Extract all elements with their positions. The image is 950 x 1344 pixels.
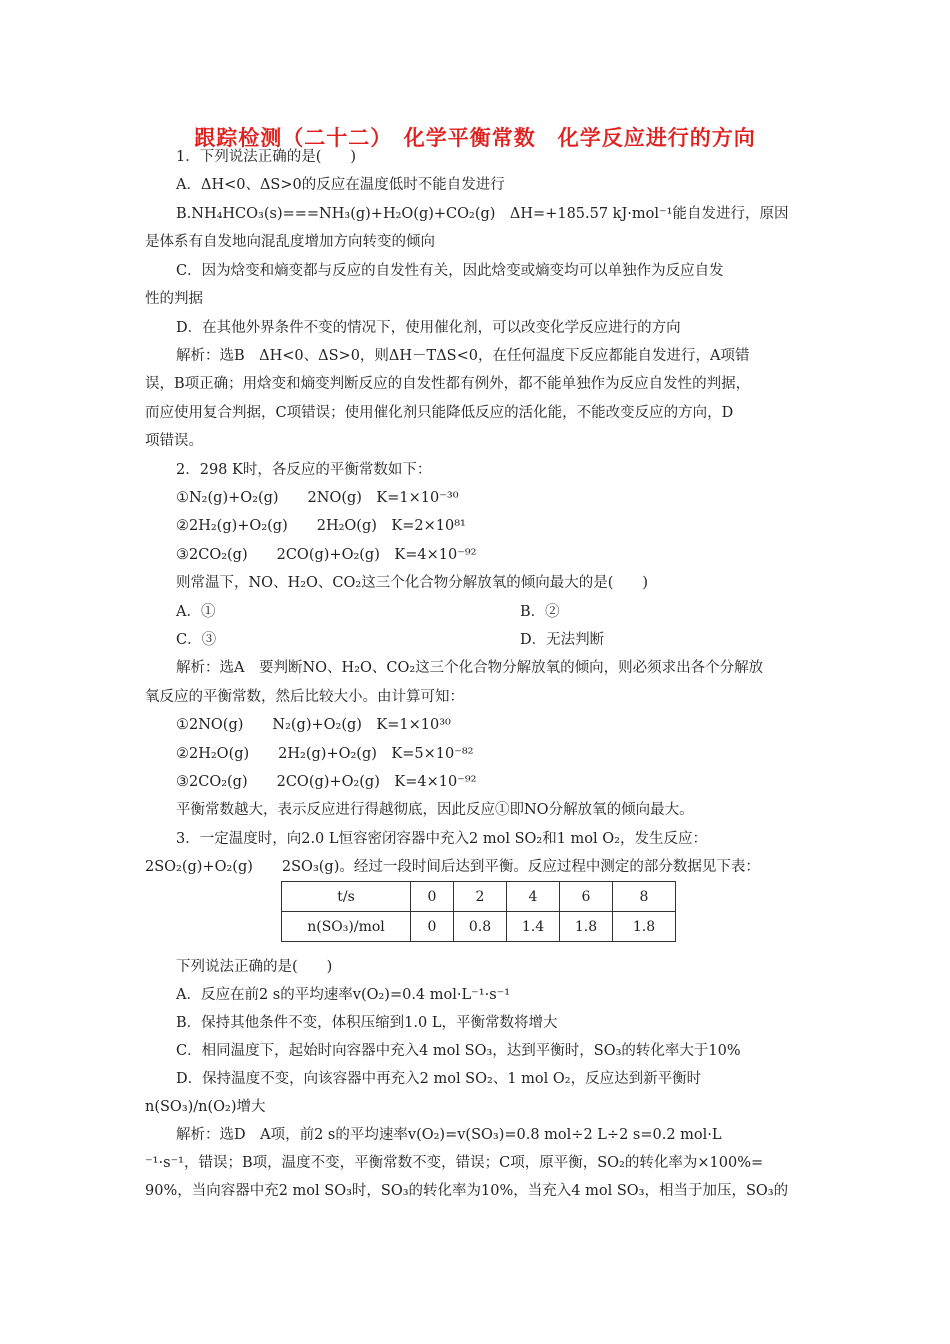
q3-analysis-line3: 90%，当向容器中充2 mol SO₃时，SO₃的转化率为10%，当充入4 mol SO₃，相当于加压，SO₃的 bbox=[145, 1183, 789, 1199]
table-cell: t/s bbox=[282, 882, 411, 912]
q2-analysis-line1: 解析：选A 要判断NO、H₂O、CO₂这三个化合物分解放氧的倾向，则必须求出各个分解放 bbox=[176, 660, 764, 676]
q1-option-a: A．ΔH<0、ΔS>0的反应在温度低时不能自发进行 bbox=[176, 177, 505, 193]
q3-analysis-line2: ⁻¹·s⁻¹，错误；B项，温度不变，平衡常数不变，错误；C项，原平衡，SO₂的转化率为×100%= bbox=[145, 1155, 764, 1171]
q1-option-b-line2: 是体系有自发地向混乱度增加方向转变的倾向 bbox=[145, 234, 435, 250]
q1-option-d: D．在其他外界条件不变的情况下，使用催化剂，可以改变化学反应进行的方向 bbox=[176, 320, 681, 336]
q2-conclusion: 平衡常数越大，表示反应进行得越彻底，因此反应①即NO分解放氧的倾向最大。 bbox=[176, 802, 694, 818]
table-cell: 0 bbox=[411, 912, 454, 942]
q1-analysis-line3: 而应使用复合判据，C项错误；使用催化剂只能降低反应的活化能，不能改变反应的方向，D bbox=[145, 405, 734, 421]
table-cell: 0 bbox=[411, 882, 454, 912]
table-cell: n(SO₃)/mol bbox=[282, 912, 411, 942]
question-1-stem: 1．下列说法正确的是( ) bbox=[176, 149, 357, 165]
q3-option-c: C．相同温度下，起始时向容器中充入4 mol SO₃，达到平衡时，SO₃的转化率大于10% bbox=[176, 1043, 741, 1059]
table-cell: 1.4 bbox=[507, 912, 560, 942]
question-2-stem: 2．298 K时，各反应的平衡常数如下： bbox=[176, 462, 432, 478]
title-part3: 化学反应进行的方向 bbox=[557, 126, 756, 150]
q1-analysis-line4: 项错误。 bbox=[145, 433, 203, 449]
title-part2: 化学平衡常数 bbox=[403, 126, 536, 150]
q2-option-d: D．无法判断 bbox=[520, 632, 605, 648]
question-3-stem-line2: 2SO₂(g)+O₂(g) 2SO₃(g)。经过一段时间后达到平衡。反应过程中测定的部分数据见下表： bbox=[145, 859, 760, 875]
table-cell: 6 bbox=[560, 882, 613, 912]
table-cell: 8 bbox=[613, 882, 676, 912]
q3-option-a: A．反应在前2 s的平均速率v(O₂)=0.4 mol·L⁻¹·s⁻¹ bbox=[176, 987, 511, 1003]
table-cell: 1.8 bbox=[613, 912, 676, 942]
table-cell: 1.8 bbox=[560, 912, 613, 942]
q1-option-c-line2: 性的判据 bbox=[145, 291, 203, 307]
table-row bbox=[282, 912, 676, 942]
q3-question: 下列说法正确的是( ) bbox=[176, 959, 333, 975]
q2-option-a: A．① bbox=[176, 604, 216, 620]
table-row bbox=[282, 882, 676, 912]
q2-analysis-line2: 氧反应的平衡常数，然后比较大小。由计算可知： bbox=[145, 689, 464, 705]
question-3-stem-line1: 3．一定温度时，向2.0 L恒容密闭容器中充入2 mol SO₂和1 mol O₂，发生反应： bbox=[176, 831, 707, 847]
q3-option-d-line2: n(SO₃)/n(O₂)增大 bbox=[145, 1099, 266, 1115]
q2-calc-3: ③2CO₂(g) 2CO(g)+O₂(g) K=4×10⁻⁹² bbox=[176, 774, 477, 790]
q1-analysis-line2: 误，B项正确；用焓变和熵变判断反应的自发性都有例外，都不能单独作为反应自发性的判据， bbox=[145, 376, 751, 392]
q2-question: 则常温下，NO、H₂O、CO₂这三个化合物分解放氧的倾向最大的是( ) bbox=[176, 575, 649, 591]
q2-calc-2: ②2H₂O(g) 2H₂(g)+O₂(g) K=5×10⁻⁸² bbox=[176, 746, 474, 762]
q3-option-d-line1: D．保持温度不变，向该容器中再充入2 mol SO₂、1 mol O₂，反应达到新平衡时 bbox=[176, 1071, 702, 1087]
q2-option-b: B．② bbox=[520, 604, 560, 620]
q2-reaction-2: ②2H₂(g)+O₂(g) 2H₂O(g) K=2×10⁸¹ bbox=[176, 518, 466, 534]
q1-analysis-line1: 解析：选B ΔH<0、ΔS>0，则ΔH－TΔS<0，在任何温度下反应都能自发进行，A项错 bbox=[176, 348, 750, 364]
q1-option-c-line1: C．因为焓变和熵变都与反应的自发性有关，因此焓变或熵变均可以单独作为反应自发 bbox=[176, 263, 724, 279]
q3-analysis-line1: 解析：选D A项，前2 s的平均速率v(O₂)=v(SO₃)=0.8 mol÷2 L÷2 s=0.2 mol·L bbox=[176, 1127, 722, 1143]
table-cell: 0.8 bbox=[454, 912, 507, 942]
table-cell: 4 bbox=[507, 882, 560, 912]
q2-calc-1: ①2NO(g) N₂(g)+O₂(g) K=1×10³⁰ bbox=[176, 717, 451, 733]
title-part1: 跟踪检测（二十二） bbox=[194, 126, 382, 150]
q3-option-b: B．保持其他条件不变，体积压缩到1.0 L，平衡常数将增大 bbox=[176, 1015, 558, 1031]
q2-reaction-1: ①N₂(g)+O₂(g) 2NO(g) K=1×10⁻³⁰ bbox=[176, 490, 459, 506]
table-cell: 2 bbox=[454, 882, 507, 912]
q2-reaction-3: ③2CO₂(g) 2CO(g)+O₂(g) K=4×10⁻⁹² bbox=[176, 547, 477, 563]
data-table bbox=[281, 881, 676, 942]
q2-option-c: C．③ bbox=[176, 632, 217, 648]
q1-option-b-line1: B.NH₄HCO₃(s)===NH₃(g)+H₂O(g)+CO₂(g) ΔH=+185.57 kJ·mol⁻¹能自发进行，原因 bbox=[176, 206, 789, 222]
